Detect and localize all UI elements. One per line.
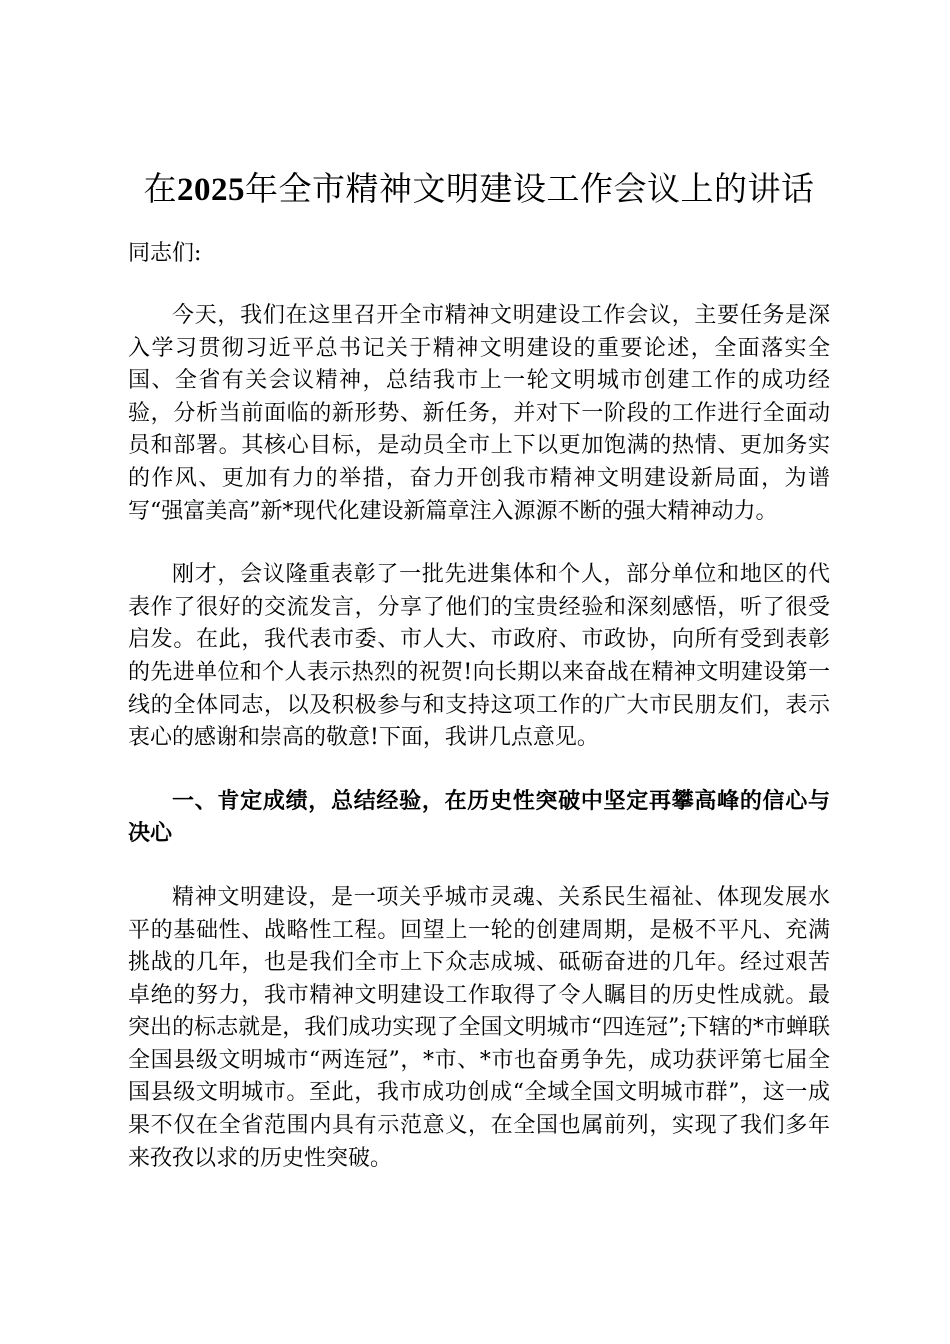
title-year: 2025 xyxy=(177,172,245,208)
body-paragraph-2: 刚才，会议隆重表彰了一批先进集体和个人，部分单位和地区的代表作了很好的交流发言，分享了他们的宝贵经验和深刻感悟，听了很受启发。在此，我代表市委、市人大、市政府、市政协，向所有受到表彰的先进单位和个人表示热烈的祝贺!向长期以来奋战在精神文明建设第一线的全体同志，以及积极参与和支持这项工作的广大市民朋友们，表示衷心的感谢和崇高的敬意!下面，我讲几点意见。 xyxy=(128,562,830,751)
body-paragraph-1: 今天，我们在这里召开全市精神文明建设工作会议，主要任务是深入学习贯彻习近平总书记关于精神文明建设的重要论述，全面落实全国、全省有关会议精神，总结我市上一轮文明城市创建工作的成功经验，分析当前面临的新形势、新任务，并对下一阶段的工作进行全面动员和部署。其核心目标，是动员全市上下以更加饱满的热情、更加务实的作风、更加有力的举措，奋力开创我市精神文明建设新局面，为谱写“强富美高”新*现代化建设新篇章注入源源不断的强大精神动力。 xyxy=(128,303,830,524)
salutation: 同志们: xyxy=(128,241,202,266)
section-heading-1: 一、肯定成绩，总结经验，在历史性突破中坚定再攀高峰的信心与决心 xyxy=(128,788,830,847)
title-prefix: 在 xyxy=(143,169,177,208)
section-1-paragraph: 精神文明建设，是一项关乎城市灵魂、关系民生福祉、体现发展水平的基础性、战略性工程。回望上一轮的创建周期，是极不平凡、充满挑战的几年，也是我们全市上下众志成城、砥砺奋进的几年。经过艰苦卓绝的努力，我市精神文明建设工作取得了令人瞩目的历史性成就。最突出的标志就是，我们成功实现了全国文明城市“四连冠”;下辖的*市蝉联全国县级文明城市“两连冠”，*市、*市也奋勇争先，成功获评第七届全国县级文明城市。至此，我市成功创成“全域全国文明城市群”，这一成果不仅在全省范围内具有示范意义，在全国也属前列，实现了我们多年来孜孜以求的历史性突破。 xyxy=(128,884,830,1171)
title-rest: 年全市精神文明建设工作会议上的讲话 xyxy=(245,169,815,208)
document-title xyxy=(128,168,830,211)
document-page xyxy=(128,0,830,1175)
